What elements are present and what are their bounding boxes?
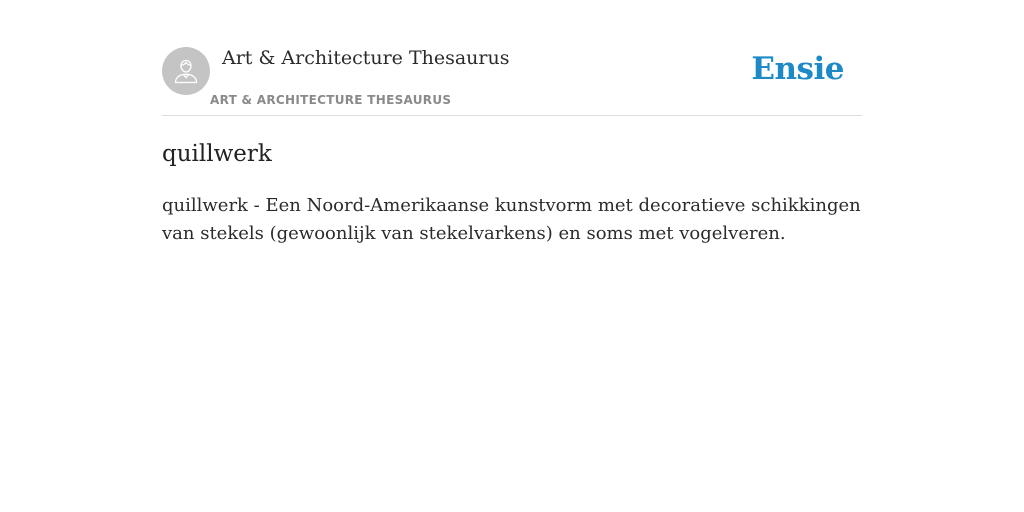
source-header [162, 47, 862, 116]
term-title: quillwerk [162, 141, 272, 167]
term-definition: quillwerk - Een Noord-Amerikaanse kunstvorm met decoratieve schikkingen van stekels (gewoonlijk van stekelvarkens) en soms met vogelveren. [162, 195, 861, 244]
user-icon [171, 56, 201, 86]
ensie-logo[interactable]: Ensie [751, 51, 844, 87]
source-avatar[interactable] [162, 47, 210, 95]
source-category-label: ART & ARCHITECTURE THESAURUS [210, 93, 452, 107]
source-title-link[interactable]: Art & Architecture Thesaurus [222, 47, 510, 69]
